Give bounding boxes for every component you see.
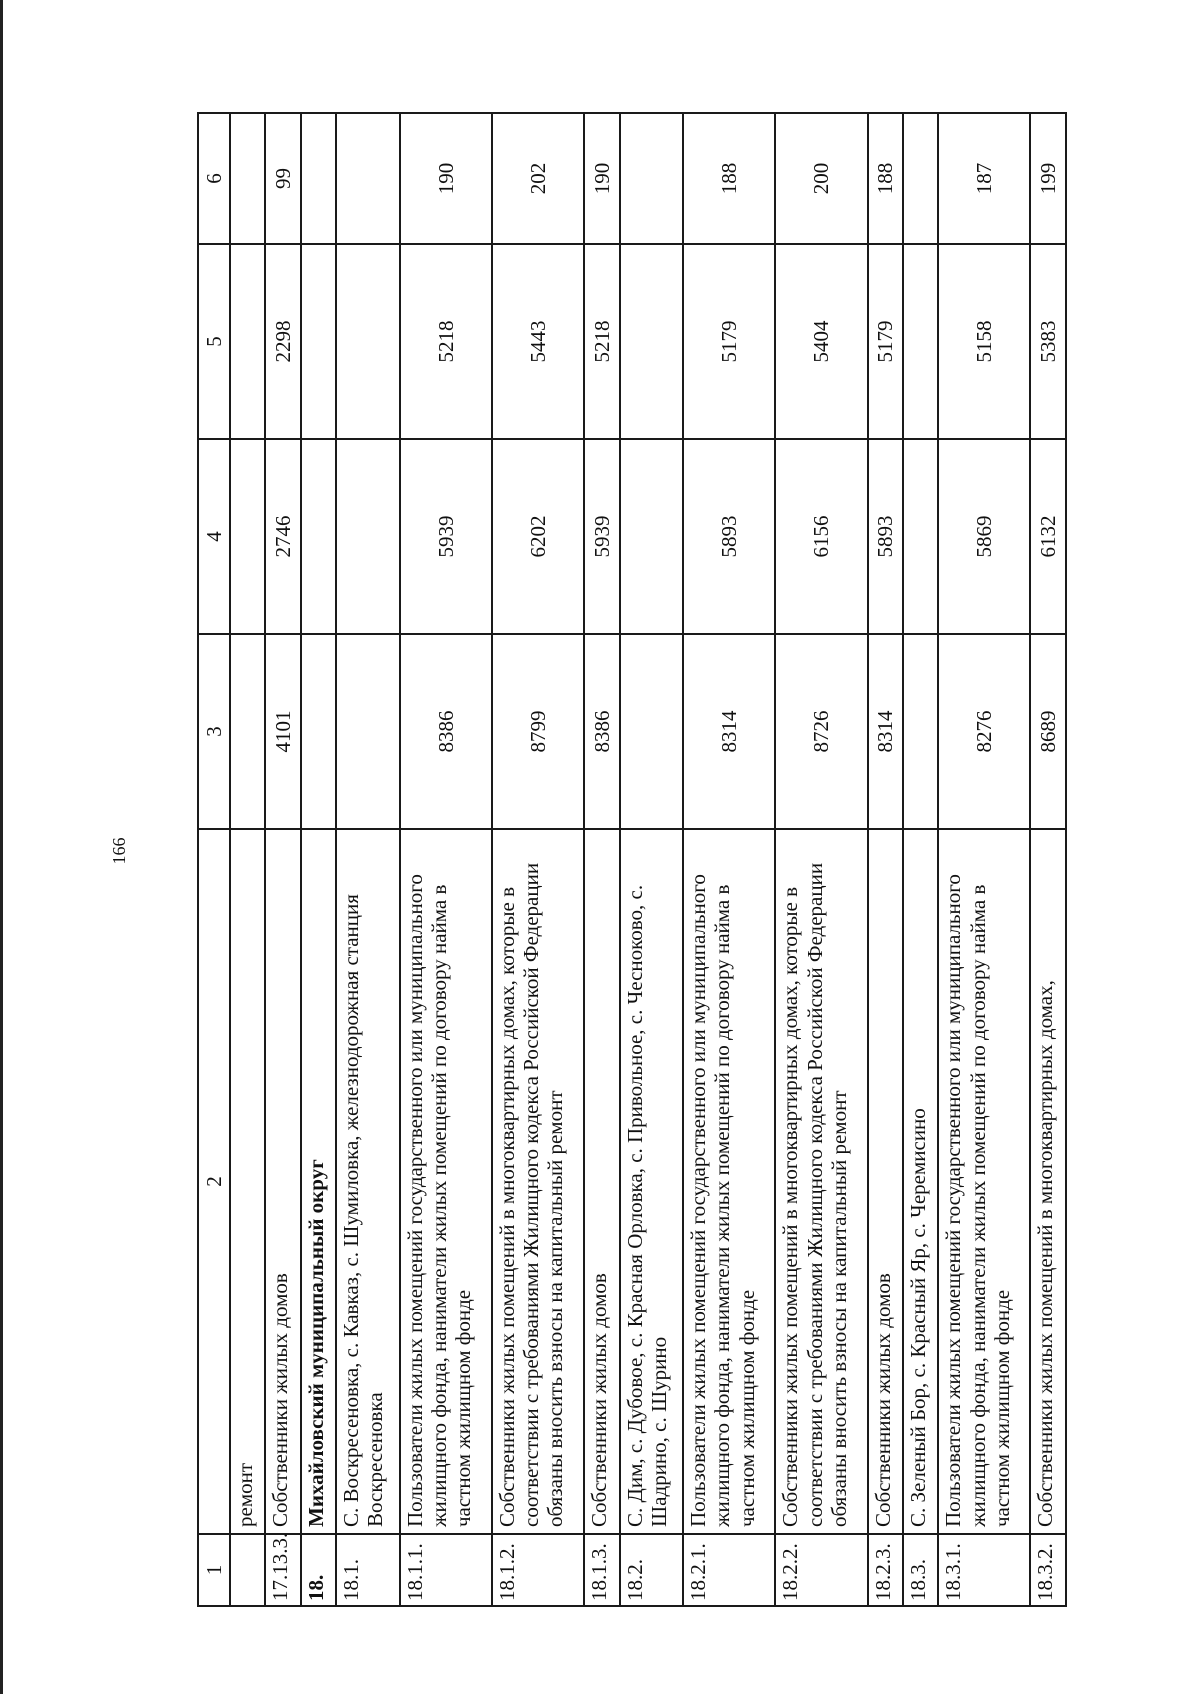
code-cell: 18.2.3. [868,1534,903,1606]
value-cell [230,244,265,439]
value-cell [230,113,265,244]
header-row [198,113,230,1606]
value-cell: 2298 [265,244,300,439]
header-cell: 3 [198,634,230,829]
value-cell [301,439,336,634]
value-cell: 8689 [1030,634,1066,829]
value-cell [620,244,684,439]
table-row [336,113,400,1606]
table-row [938,113,1030,1606]
text-cell: Пользователи жилых помещений государственного или муниципального жилищного фонда, наниматели жилых помещений по договору найма в частном жилищном фонде [683,829,775,1534]
value-cell: 187 [938,113,1030,244]
value-cell: 5893 [683,439,775,634]
text-cell: С. Дим, с. Дубовое, с. Красная Орловка, с. Привольное, с. Чесноково, с. Шадрино, с. Шурино [620,829,684,1534]
value-cell [301,634,336,829]
scan-edge [0,0,3,1694]
value-cell: 5939 [400,439,492,634]
text-cell: Собственники жилых домов [868,829,903,1534]
code-cell: 17.13.3. [265,1534,300,1606]
table-row [584,113,619,1606]
value-cell [903,244,938,439]
value-cell [301,244,336,439]
tariff-table [197,112,1067,1607]
value-cell: 5218 [584,244,619,439]
table-row [683,113,775,1606]
value-cell: 5218 [400,244,492,439]
table-row [400,113,492,1606]
value-cell: 6156 [775,439,867,634]
value-cell [336,439,400,634]
value-cell [336,113,400,244]
value-cell: 199 [1030,113,1066,244]
table-row [775,113,867,1606]
value-cell: 8314 [868,634,903,829]
value-cell: 6202 [492,439,584,634]
header-cell: 6 [198,113,230,244]
value-cell: 188 [868,113,903,244]
value-cell: 5939 [584,439,619,634]
value-cell: 188 [683,113,775,244]
value-cell [230,634,265,829]
text-cell: Пользователи жилых помещений государственного или муниципального жилищного фонда, наниматели жилых помещений по договору найма в частном жилищном фонде [400,829,492,1534]
value-cell: 8276 [938,634,1030,829]
value-cell: 190 [584,113,619,244]
code-cell: 18.2. [620,1534,684,1606]
value-cell: 5383 [1030,244,1066,439]
value-cell: 2746 [265,439,300,634]
text-cell: Пользователи жилых помещений государственного или муниципального жилищного фонда, наниматели жилых помещений по договору найма в частном жилищном фонде [938,829,1030,1534]
text-cell: Собственники жилых помещений в многоквартирных домах, [1030,829,1066,1534]
code-cell: 18.1.1. [400,1534,492,1606]
value-cell [336,634,400,829]
continuation-row [230,113,265,1606]
code-cell: 18.1.3. [584,1534,619,1606]
text-cell: Собственники жилых помещений в многоквартирных домах, которые в соответствии с требованиями Жилищного кодекса Российской Федерации обязаны вносить взносы на капитальный ремонт [775,829,867,1534]
value-cell: 6132 [1030,439,1066,634]
value-cell [620,113,684,244]
value-cell [903,439,938,634]
value-cell: 5893 [868,439,903,634]
table-row [301,113,336,1606]
value-cell [336,244,400,439]
value-cell: 5869 [938,439,1030,634]
code-cell: 18.3.1. [938,1534,1030,1606]
value-cell [903,634,938,829]
value-cell: 5158 [938,244,1030,439]
value-cell: 8386 [400,634,492,829]
code-cell: 18. [301,1534,336,1606]
text-cell: Собственники жилых домов [584,829,619,1534]
value-cell [620,439,684,634]
value-cell: 99 [265,113,300,244]
table-row [492,113,584,1606]
value-cell: 8314 [683,634,775,829]
text-cell: Собственники жилых домов [265,829,300,1534]
text-cell: С. Зеленый Бор, с. Красный Яр, с. Черемисино [903,829,938,1534]
value-cell [230,439,265,634]
value-cell: 8386 [584,634,619,829]
header-cell: 5 [198,244,230,439]
value-cell: 8799 [492,634,584,829]
code-cell: 18.1. [336,1534,400,1606]
page-number: 166 [109,837,129,865]
value-cell: 5404 [775,244,867,439]
table-row [903,113,938,1606]
header-cell: 4 [198,439,230,634]
value-cell [620,634,684,829]
text-cell: С. Воскресеновка, с. Кавказ, с. Шумиловка, железнодорожная станция Воскресеновка [336,829,400,1534]
header-cell: 2 [198,829,230,1534]
value-cell: 5179 [683,244,775,439]
code-cell: 18.2.1. [683,1534,775,1606]
table-row [868,113,903,1606]
value-cell: 4101 [265,634,300,829]
value-cell [903,113,938,244]
code-cell: 18.3. [903,1534,938,1606]
value-cell: 190 [400,113,492,244]
text-cell: Собственники жилых помещений в многоквартирных домах, которые в соответствии с требованиями Жилищного кодекса Российской Федерации обязаны вносить взносы на капитальный ремонт [492,829,584,1534]
code-cell: 18.3.2. [1030,1534,1066,1606]
header-cell: 1 [198,1534,230,1606]
value-cell: 8726 [775,634,867,829]
text-cell: ремонт [230,829,265,1534]
table-row [620,113,684,1606]
rotated-table-container [197,114,1067,1607]
value-cell: 202 [492,113,584,244]
value-cell: 200 [775,113,867,244]
value-cell: 5443 [492,244,584,439]
code-cell [230,1534,265,1606]
value-cell: 5179 [868,244,903,439]
code-cell: 18.2.2. [775,1534,867,1606]
table-row [265,113,300,1606]
text-cell: Михайловский муниципальный округ [301,829,336,1534]
code-cell: 18.1.2. [492,1534,584,1606]
table-row [1030,113,1066,1606]
value-cell [301,113,336,244]
